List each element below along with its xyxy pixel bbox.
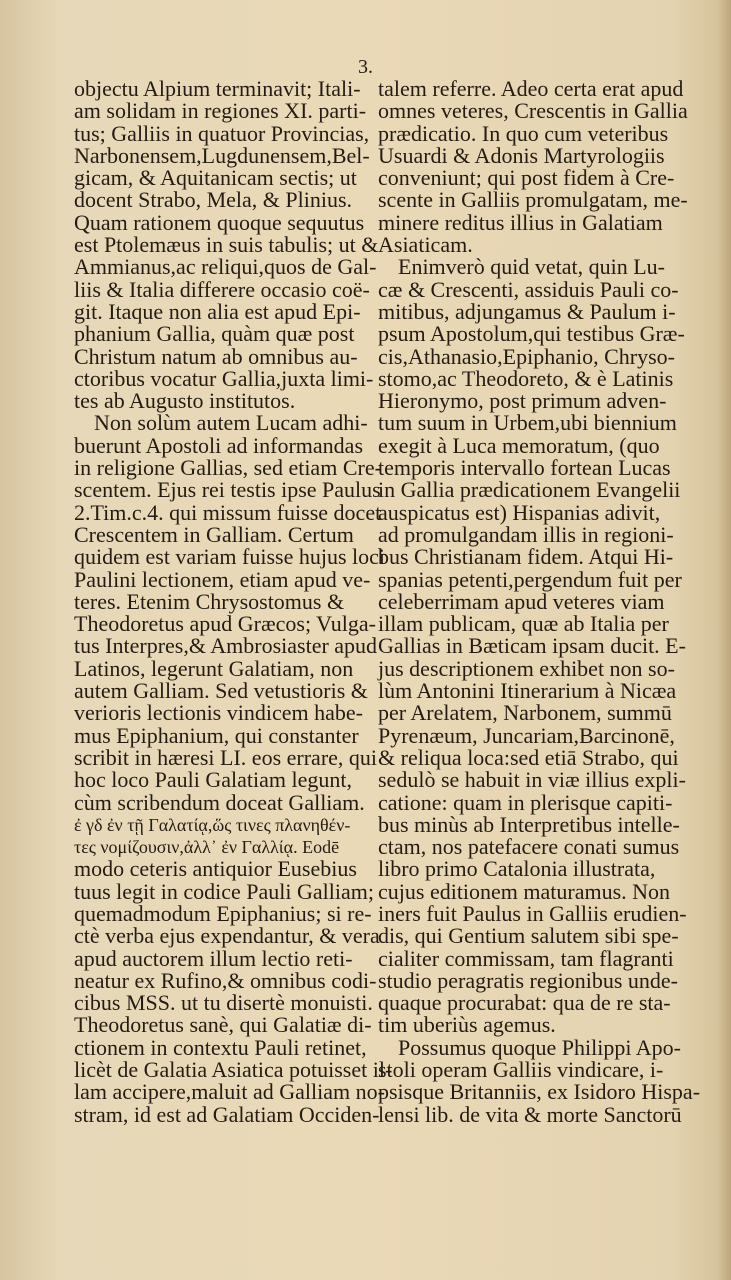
text-line: Pyrenæum, Juncariam,Barcinonē,	[378, 722, 675, 748]
text-line: mitibus, adjungamus & Paulum i-	[378, 298, 676, 324]
paragraph-start-line: Possumus quoque Philippi Apo-	[398, 1034, 681, 1060]
text-line: lensi lib. de vita & morte Sanctorū	[378, 1101, 682, 1127]
text-line: illam publicam, quæ ab Italia per	[378, 611, 669, 637]
text-line: tus Interpres,& Ambrosiaster apud	[74, 633, 378, 659]
text-line: ctoribus vocatur Gallia,juxta limi-	[74, 365, 374, 391]
text-line: in Gallia prædicationem Evangelii	[378, 477, 681, 503]
text-line: objectu Alpium terminavit; Itali-	[74, 76, 361, 101]
text-line: lam accipere,maluit ad Galliam no-	[74, 1079, 385, 1105]
text-line: quemadmodum Epiphanius; si re-	[74, 900, 372, 926]
text-line: lùm Antonini Itinerarium à Nicæa	[378, 678, 677, 704]
text-line: & reliqua loca:sed etiā Strabo, qui	[378, 744, 679, 770]
text-line: tim uberiùs agemus.	[378, 1012, 556, 1038]
text-line: scente in Galliis promulgatam, me-	[378, 187, 688, 213]
paragraph-start-line: Non solùm autem Lucam adhi-	[94, 410, 368, 436]
text-line: Theodoretus sanè, qui Galatiæ di-	[74, 1012, 372, 1038]
text-line: catione: quam in plerisque capiti-	[378, 789, 673, 815]
text-line: prædicatio. In quo cum veteribus	[378, 120, 669, 146]
text-line: psisque Britanniis, ex Isidoro Hispa-	[378, 1079, 701, 1105]
text-line: Paulini lectionem, etiam apud ve-	[74, 566, 371, 592]
text-line: ctam, nos patefacere conati sumus	[378, 834, 680, 860]
text-line: scribit in hæresi LI. eos errare, qui	[74, 744, 378, 770]
text-line: per Arelatem, Narbonem, summū	[378, 700, 672, 726]
text-line: phanium Gallia, quàm quæ post	[74, 321, 355, 347]
text-line: conveniunt; qui post fidem à Cre-	[378, 165, 675, 191]
text-line: jus descriptionem exhibet non so-	[378, 655, 675, 681]
text-line: liis & Italia differere occasio coë-	[74, 276, 370, 302]
text-line: stram, id est ad Galatiam Occiden-	[74, 1101, 380, 1127]
text-line: verioris lectionis vindicem habe-	[74, 700, 363, 726]
text-line: cujus editionem maturamus. Non	[378, 878, 671, 904]
text-line: neatur ex Rufino,& omnibus codi-	[74, 967, 377, 993]
text-line: licèt de Galatia Asiatica potuisset il-	[74, 1057, 393, 1083]
text-line: talem referre. Adeo certa erat apud	[378, 76, 684, 101]
text-line: Narbonensem,Lugdunensem,Bel-	[74, 142, 370, 168]
text-line: cialiter commissam, tam flagranti	[378, 945, 674, 971]
text-line: Ammianus,ac reliqui,quos de Gal-	[74, 254, 377, 280]
text-line: psum Apostolum,qui testibus Græ-	[378, 321, 685, 347]
text-line: Quam rationem quoque sequutus	[74, 209, 365, 235]
text-line: am solidam in regiones XI. parti-	[74, 98, 367, 124]
text-line: dis, qui Gentium salutem sibi spe-	[378, 923, 679, 949]
text-line: modo ceteris antiquior Eusebius	[74, 856, 357, 882]
text-line: quaque procurabat: qua de re sta-	[378, 990, 671, 1016]
text-line: Asiaticam.	[378, 232, 473, 258]
text-line: Crescentem in Galliam. Certum	[74, 521, 354, 547]
text-line: bus minùs ab Interpretibus intelle-	[378, 811, 680, 837]
text-line: bus Christianam fidem. Atqui Hi-	[378, 544, 674, 570]
text-line: tum suum in Urbem,ubi biennium	[378, 410, 677, 436]
text-line: git. Itaque non alia est apud Epi-	[74, 298, 361, 324]
text-line: Latinos, legerunt Galatiam, non	[74, 655, 354, 681]
text-line: Theodoretus apud Græcos; Vulga-	[74, 611, 376, 637]
text-line: cæ & Crescenti, assiduis Pauli co-	[378, 276, 679, 302]
text-line: iners fuit Paulus in Galliis erudien-	[378, 900, 687, 926]
text-line: mus Epiphanium, qui constanter	[74, 722, 359, 748]
paragraph-start-line: Enimverò quid vetat, quin Lu-	[398, 254, 665, 280]
text-line: tus; Galliis in quatuor Provincias,	[74, 120, 370, 146]
text-line: studio peragratis regionibus unde-	[378, 967, 678, 993]
text-line: apud auctorem illum lectio reti-	[74, 945, 353, 971]
text-line: in religione Gallias, sed etiam Cre-	[74, 455, 382, 481]
text-line: stoli operam Galliis vindicare, i-	[378, 1057, 664, 1083]
text-line: buerunt Apostoli ad informandas	[74, 432, 364, 458]
text-line: autem Galliam. Sed vetustioris &	[74, 678, 368, 704]
text-line: tes ab Augusto institutos.	[74, 388, 296, 414]
text-line: temporis intervallo fortean Lucas	[378, 455, 671, 481]
text-line: sedulò se habuit in viæ illius expli-	[378, 767, 686, 793]
text-line: scentem. Ejus rei testis ipse Paulus	[74, 477, 381, 503]
text-line: cibus MSS. ut tu disertè monuisti.	[74, 990, 373, 1016]
text-line: Hieronymo, post primum adven-	[378, 388, 667, 414]
text-line: est Ptolemæus in suis tabulis; ut &	[74, 232, 379, 258]
text-line: cùm scribendum doceat Galliam.	[74, 789, 365, 815]
text-line: spanias petenti,pergendum fuit per	[378, 566, 682, 592]
text-line: auspicatus est) Hispanias adivit,	[378, 499, 661, 525]
text-line: Usuardi & Adonis Martyrologiis	[378, 142, 665, 168]
text-line: exegit à Luca memoratum, (quo	[378, 432, 660, 458]
text-line: ctè verba ejus expendantur, & vera	[74, 923, 380, 949]
text-line: teres. Etenim Chrysostomus &	[74, 588, 345, 614]
text-line: libro primo Catalonia illustrata,	[378, 856, 656, 882]
text-line: tuus legit in codice Pauli Galliam;	[74, 878, 374, 904]
text-line: cis,Athanasio,Epiphanio, Chryso-	[378, 343, 675, 369]
text-line: Gallias in Bæticam ipsam ducit. E-	[378, 633, 686, 659]
text-line: 2.Tim.c.4. qui missum fuisse docet	[74, 499, 382, 525]
text-line: docent Strabo, Mela, & Plinius.	[74, 187, 353, 213]
text-line: minere reditus illius in Galatiam	[378, 209, 663, 235]
text-line: ctionem in contextu Pauli retinet,	[74, 1034, 367, 1060]
page-number: 3.	[358, 56, 373, 78]
greek-quotation-line: τες νομίζουσιν,ἀλλ᾽ ἐν Γαλλίᾳ. Eodē	[74, 837, 340, 858]
page-edge-shadow	[717, 0, 731, 1280]
text-line: hoc loco Pauli Galatiam legunt,	[74, 767, 352, 793]
text-line: quidem est variam fuisse hujus loci	[74, 544, 385, 570]
text-line: gicam, & Aquitanicam sectis; ut	[74, 165, 357, 191]
right-text-column	[378, 76, 701, 1127]
text-line: Christum natum ab omnibus au-	[74, 343, 358, 369]
left-text-column	[74, 76, 393, 1127]
greek-quotation-line: ἐ γδ ἐν τῇ Γαλατίᾳ,ὥς τινες πλανηθέν-	[74, 814, 351, 835]
text-line: omnes veteres, Crescentis in Gallia	[378, 98, 688, 124]
text-line: celeberrimam apud veteres viam	[378, 588, 665, 614]
text-line: ad promulgandam illis in regioni-	[378, 521, 674, 547]
text-line: stomo,ac Theodoreto, & è Latinis	[378, 365, 674, 391]
